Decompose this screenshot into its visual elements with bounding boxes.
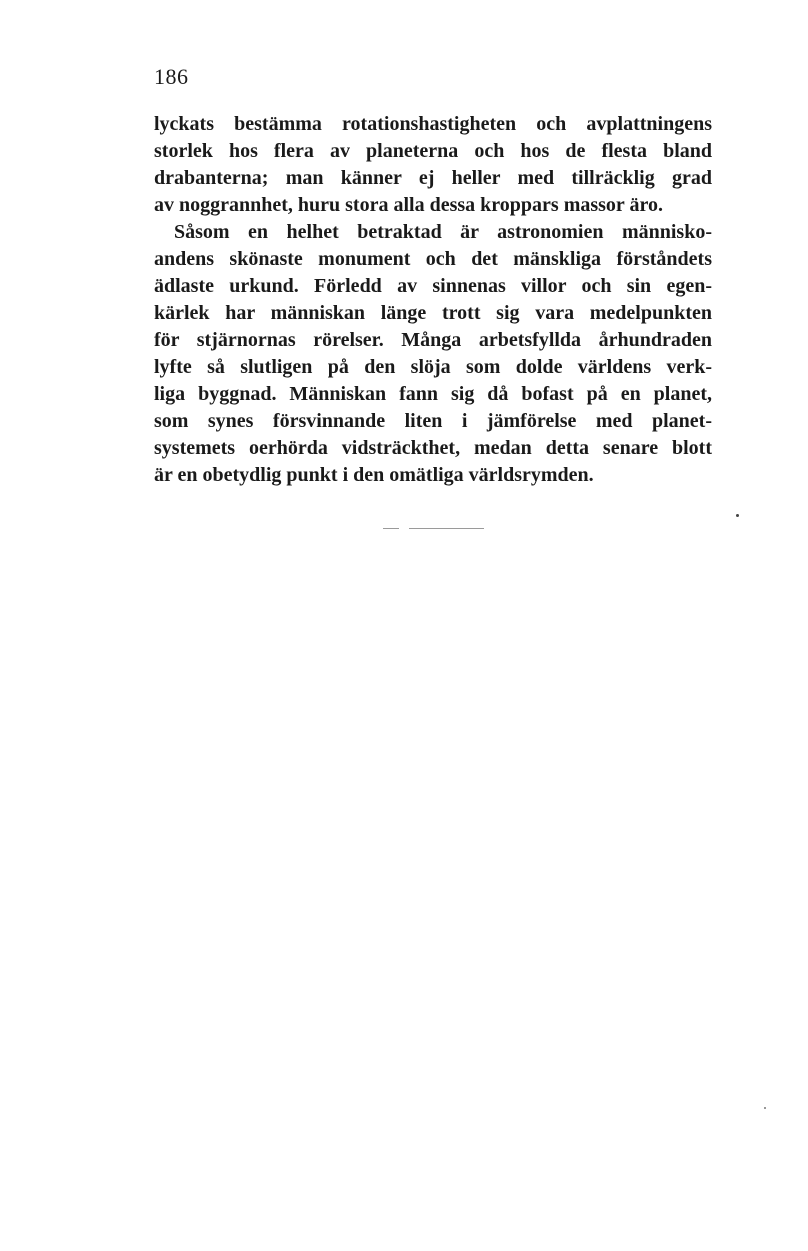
paragraph-line: Såsom en helhet betraktad är astronomien människo- [174, 221, 712, 243]
paragraph-line: lyfte så slutligen på den slöja som dolde världens verk- [154, 356, 712, 378]
paragraph-line: liga byggnad. Människan fann sig då bofast på en planet, [154, 383, 712, 405]
paragraph-line: av noggrannhet, huru stora alla dessa kroppars massor äro. [154, 194, 663, 216]
paragraph-line: systemets oerhörda vidsträckthet, medan detta senare blott [154, 437, 712, 459]
print-speck [764, 1107, 766, 1109]
paragraph-line: ädlaste urkund. Förledd av sinnenas villor och sin egen- [154, 275, 712, 297]
end-rule-segment [409, 528, 484, 529]
print-speck [736, 514, 739, 517]
end-rule-segment [383, 528, 399, 529]
paragraph-2 [154, 219, 712, 489]
paragraph-line: drabanterna; man känner ej heller med tillräcklig grad [154, 167, 712, 189]
paragraph-line: är en obetydlig punkt i den omätliga världsrymden. [154, 464, 594, 486]
paragraph-1 [154, 111, 712, 219]
paragraph-line: andens skönaste monument och det mänskliga förståndets [154, 248, 712, 270]
paragraph-line: kärlek har människan länge trott sig vara medelpunkten [154, 302, 712, 324]
page-number: 186 [154, 64, 189, 89]
paragraph-line: som synes försvinnande liten i jämförelse med planet- [154, 410, 712, 432]
paragraph-line: storlek hos flera av planeterna och hos de flesta bland [154, 140, 712, 162]
body-text [154, 111, 712, 489]
paragraph-line: för stjärnornas rörelser. Många arbetsfyllda århundraden [154, 329, 712, 351]
paragraph-line: lyckats bestämma rotationshastigheten och avplattningens [154, 113, 712, 135]
